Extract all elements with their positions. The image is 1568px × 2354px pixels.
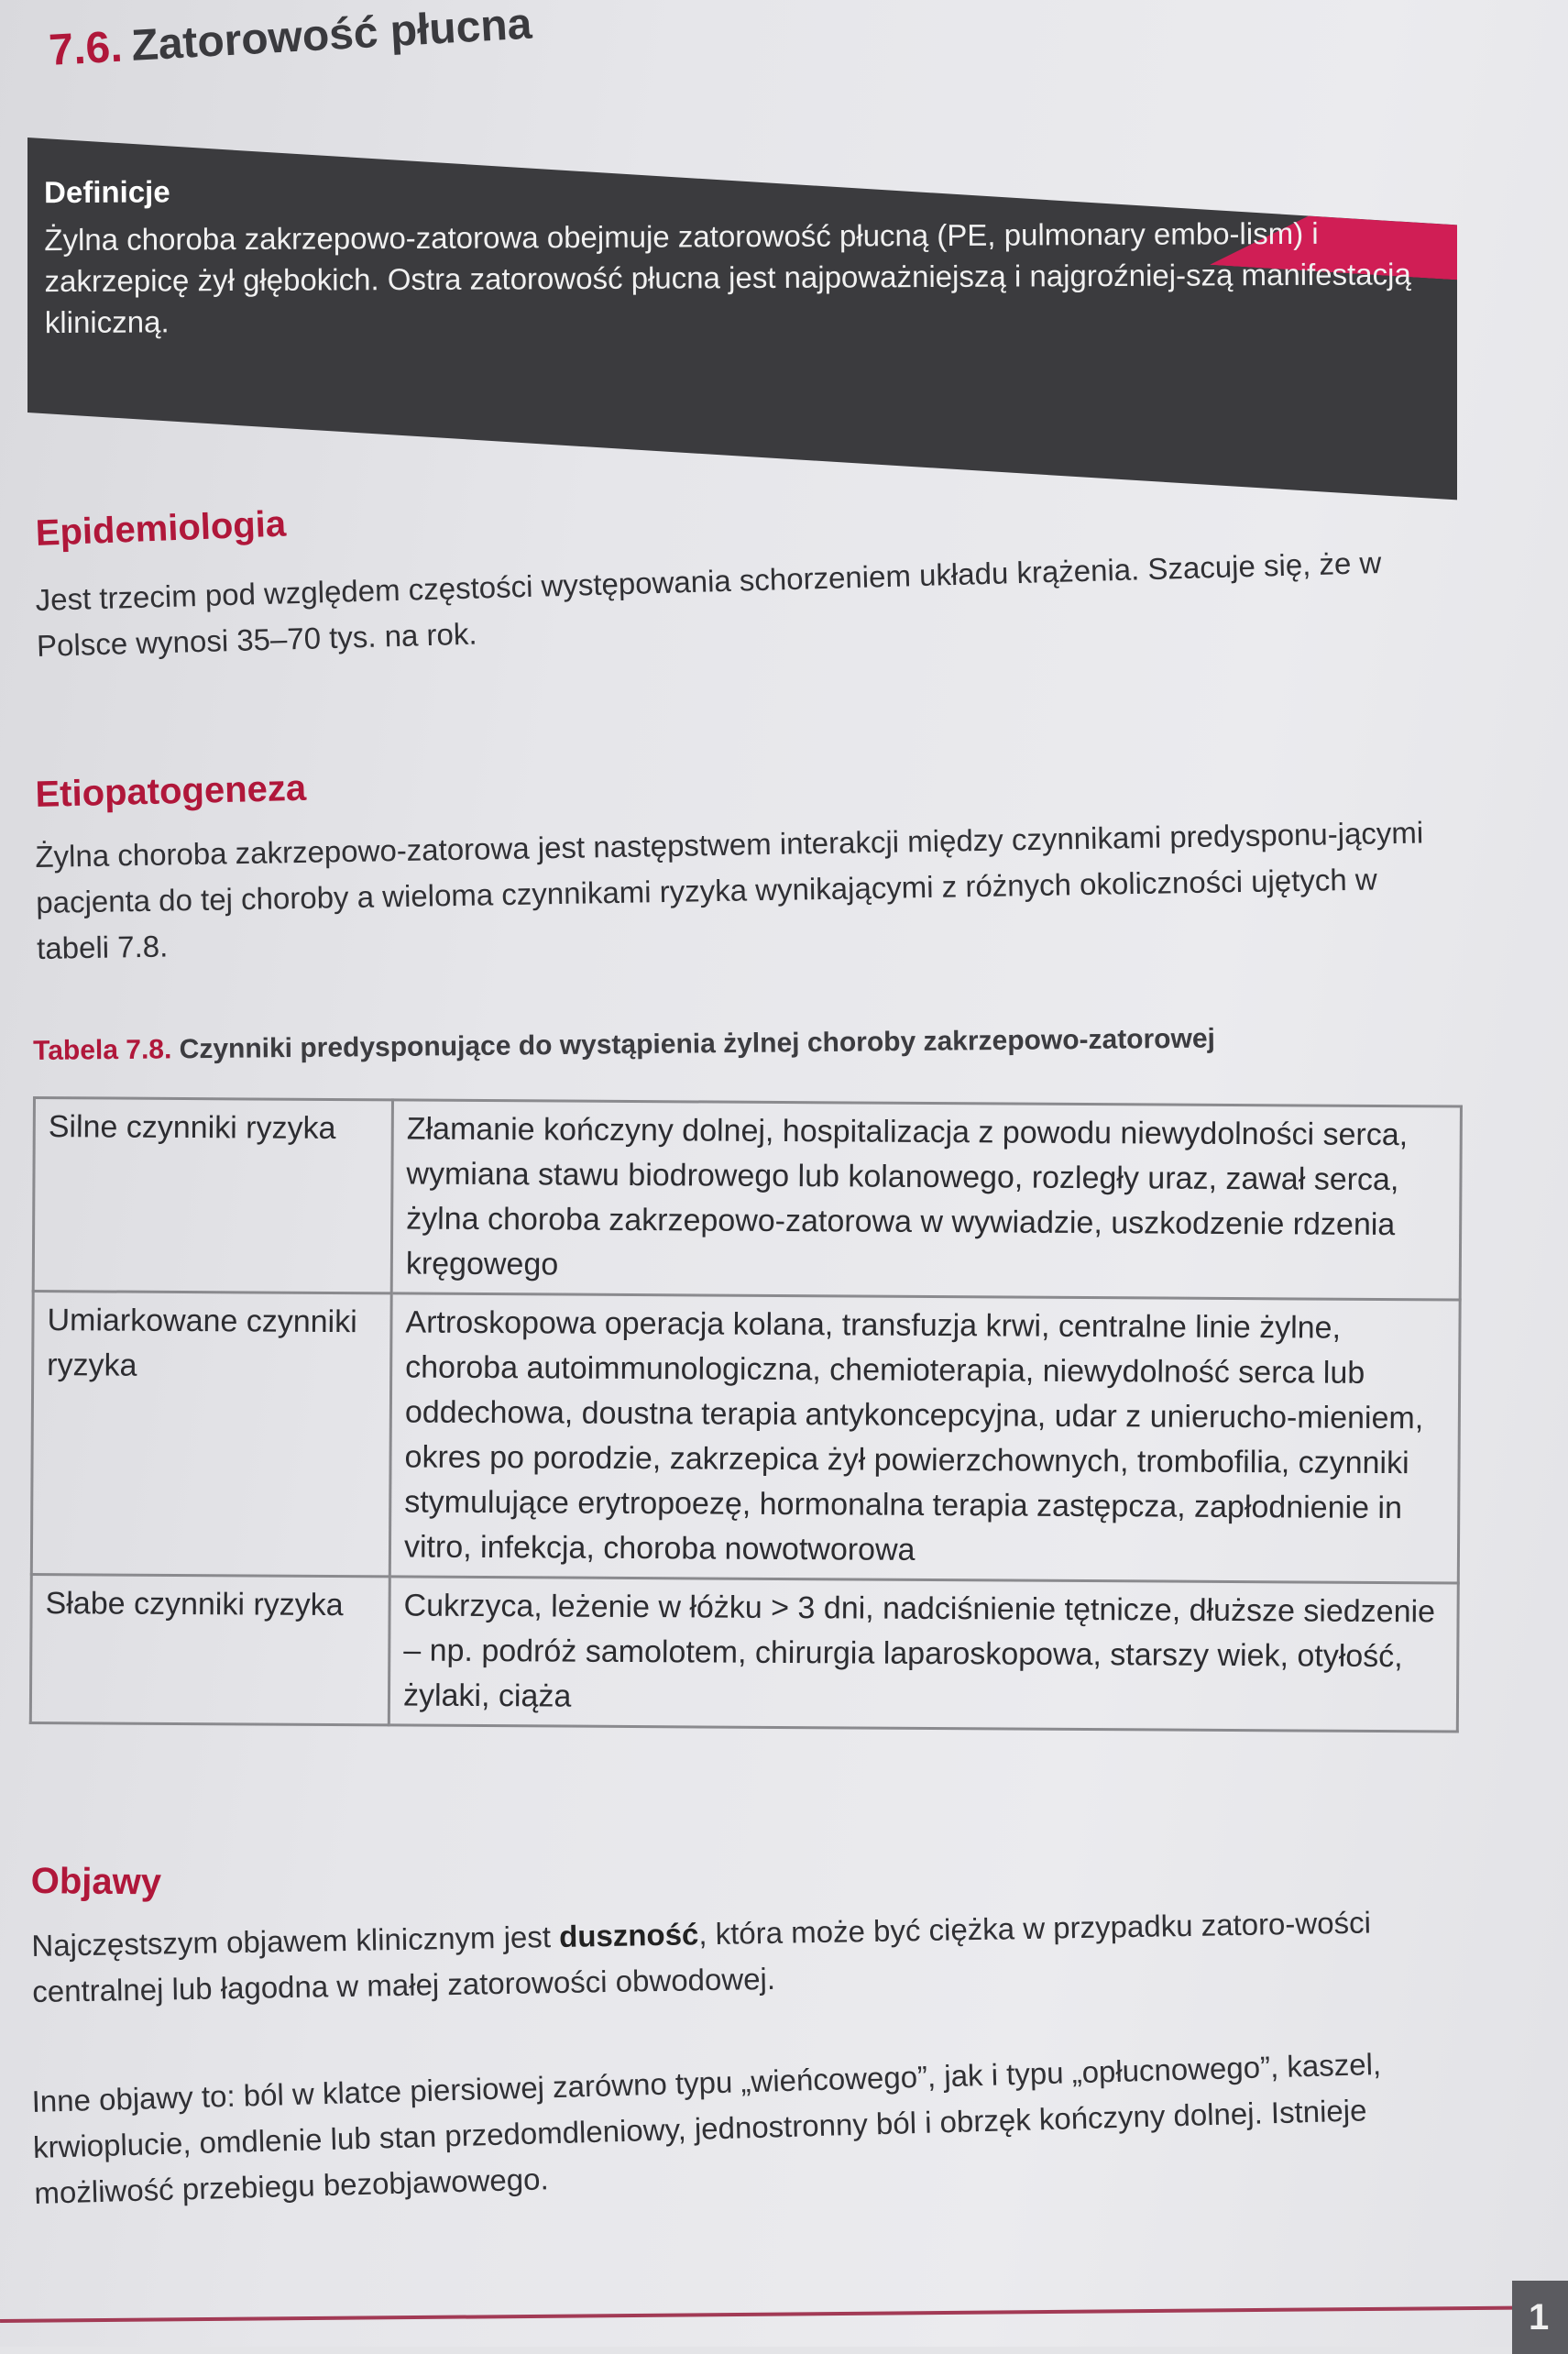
- symptoms-text-start: Najczęstszym objawem klinicznym jest: [31, 1919, 560, 1963]
- risk-category-cell: Słabe czynniki ryzyka: [30, 1574, 389, 1724]
- epidemiology-text: Jest trzecim pod względem częstości występowania schorzeniem układu krążenia. Szacuje się, że w Polsce wynosi 35–70 tys. na rok.: [35, 544, 1382, 663]
- section-number: 7.6.: [48, 22, 124, 75]
- etiopathogenesis-heading: Etiopatogeneza: [35, 767, 307, 815]
- table-row: [30, 1574, 1458, 1732]
- symptoms-heading: Objawy: [30, 1861, 162, 1903]
- table-title: Czynniki predysponujące do wystąpienia żylnej choroby zakrzepowo-zatorowej: [179, 1023, 1216, 1065]
- table-row: [31, 1292, 1460, 1584]
- symptoms-text-end: , która może być ciężka w przypadku zatoro-wości centralnej lub łagodna w małej zatorowości obwodowej.: [31, 1905, 1372, 2008]
- risk-factors-cell: Artroskopowa operacja kolana, transfuzja krwi, centralne linie żylne, choroba autoimmunologiczna, chemioterapia, niewydolność serca lub oddechowa, doustna terapia antykoncepcyjna, udar z unierucho-mieniem, okres po porodzie, zakrzepica żył powierzchownych, trombofilia, czynniki stymulujące erytropoezę, hormonalna terapia zastępcza, zapłodnienie in vitro, infekcja, choroba nowotworowa: [389, 1293, 1460, 1583]
- definition-heading: Definicje: [44, 174, 170, 210]
- risk-factors-cell: Złamanie kończyny dolnej, hospitalizacja z powodu niewydolności serca, wymiana stawu biodrowego lub kolanowego, rozległy uraz, zawał serca, żylna choroba zakrzepowo-zatorowa w wywiadzie, uszkodzenie rdzenia kręgowego: [391, 1100, 1461, 1300]
- table-label: Tabela 7.8.: [33, 1034, 172, 1066]
- symptoms-paragraph-2: Inne objawy to: ból w klatce piersiowej zarówno typu „wieńcowego”, jak i typu „opłucnowego”, kaszel, krwioplucie, omdlenie lub stan przedomdleniowy, jednostronny ból i obrzęk kończyny dolnej. Istnieje możliwość przebiegu bezobjawowego.: [31, 2046, 1382, 2210]
- section-title: [48, 0, 533, 76]
- risk-category-cell: Umiarkowane czynniki ryzyka: [31, 1292, 391, 1577]
- footer-rule: [0, 2305, 1568, 2323]
- risk-category-cell: Silne czynniki ryzyka: [33, 1098, 392, 1293]
- definition-text: Żylna choroba zakrzepowo-zatorowa obejmuje zatorowość płucną (PE, pulmonary embo-lism) i zakrzepicę żył głębokich. Ostra zatorowość płucna jest najpoważniejszą i najgroźniej-szą manifestacją kliniczną.: [44, 215, 1411, 340]
- etiopathogenesis-text: Żylna choroba zakrzepowo-zatorowa jest następstwem interakcji między czynnikami predysponu-jącymi pacjenta do tej choroby a wieloma czynnikami ryzyka wynikającymi z różnych okoliczności ujętych w tabeli 7.8.: [35, 815, 1424, 965]
- definition-content: [44, 168, 1438, 343]
- risk-factors-cell: Cukrzyca, leżenie w łóżku > 3 dni, nadciśnienie tętnicze, dłuższe siedzenie – np. podróż samolotem, chirurgia laparoskopowa, starszy wiek, otyłość, żylaki, ciąża: [389, 1577, 1458, 1732]
- table-row: [33, 1098, 1461, 1301]
- page-number: 1: [1512, 2281, 1568, 2354]
- table-caption: [33, 1023, 1215, 1067]
- risk-factors-table: [29, 1096, 1463, 1733]
- symptoms-key-term: duszność: [558, 1917, 699, 1953]
- symptoms-paragraph-1: [31, 1898, 1490, 2015]
- section-title-text: Zatorowość płucna: [129, 0, 533, 71]
- definition-box: [27, 138, 1457, 500]
- epidemiology-heading: Epidemiologia: [35, 503, 287, 554]
